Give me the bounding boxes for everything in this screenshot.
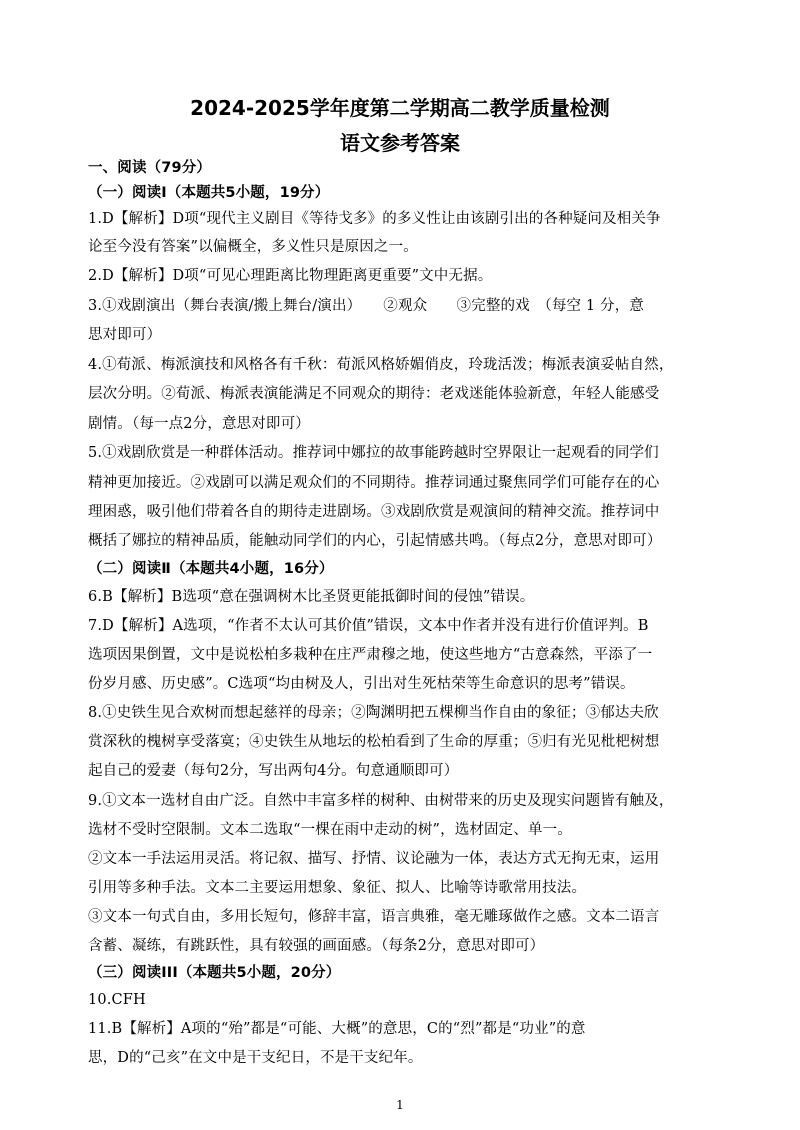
answer-line: 剧情。（每一点2分，意思对即可） bbox=[88, 416, 310, 432]
answer-line: 选材不受时空限制。文本二选取“一棵在雨中走动的树”，选材固定、单一。 bbox=[88, 822, 572, 838]
answer-line: 思对即可） bbox=[88, 327, 162, 343]
answer-line: 论至今没有答案”以偏概全，多义性只是原因之一。 bbox=[88, 239, 418, 255]
answer-line: 11.B【解析】A项的“殆”都是“可能、大概”的意思，C的“烈”都是“功业”的意 bbox=[88, 1021, 586, 1037]
answer-line: 3.①戏剧演出（舞台表演/搬上舞台/演出） ②观众 ③完整的戏 （每空 1 分，意 bbox=[88, 298, 644, 314]
page-number: 1 bbox=[396, 1098, 404, 1112]
answer-line: ②文本一手法运用灵活。将记叙、描写、抒情、议论融为一体，表达方式无拘无束，运用 bbox=[88, 851, 660, 867]
answer-line: 层次分明。②荀派、梅派表演能满足不同观众的期待：老戏迷能体验新意，年轻人能感受 bbox=[88, 386, 660, 402]
answer-line: 起自己的爱妻（每句2分，写出两句4分。句意通顺即可） bbox=[88, 763, 459, 779]
answer-line: 理困惑，吸引他们带着各自的期待走进剧场。③戏剧欣赏是观演间的精神交流。推荐词中 bbox=[88, 504, 660, 520]
subsection-heading: （一）阅读Ⅰ（本题共5小题，19分） bbox=[88, 185, 330, 201]
subsection-heading: （三）阅读III（本题共5小题，20分） bbox=[88, 965, 341, 981]
answer-line: 概括了娜拉的精神品质，能触动同学们的内心，引起情感共鸣。（每点2分，意思对即可） bbox=[88, 533, 662, 549]
answer-line: 含蓄、凝练，有跳跃性，具有较强的画面感。（每条2分，意思对即可） bbox=[88, 938, 545, 954]
answer-line: 引用等多种手法。文本二主要运用想象、象征、拟人、比喻等诗歌常用技法。 bbox=[88, 880, 587, 896]
answer-line: 6.B【解析】B选项“意在强调树木比圣贤更能抵御时间的侵蚀”错误。 bbox=[88, 589, 535, 605]
answer-line: 10.CFH bbox=[88, 992, 146, 1008]
answer-line: 精神更加接近。②戏剧可以满足观众们的不同期待。推荐词通过聚焦同学们可能存在的心 bbox=[88, 475, 660, 491]
subsection-heading: （二）阅读Ⅱ（本题共4小题，16分） bbox=[88, 561, 334, 577]
answer-line: 7.D【解析】A选项，“作者不太认可其价值”错误，文本中作者并没有进行价值评判。B bbox=[88, 618, 649, 634]
answer-line: ③文本一句式自由，多用长短句，修辞丰富，语言典雅，毫无雕琢做作之感。文本二语言 bbox=[88, 909, 660, 925]
answer-line: 赏深秋的槐树享受落寞；④史铁生从地坛的松柏看到了生命的厚重；⑤归有光见枇杷树想 bbox=[88, 734, 660, 750]
answer-line: 思，D的“己亥”在文中是干支纪日，不是干支纪年。 bbox=[88, 1050, 423, 1066]
answer-line: 9.①文本一选材自由广泛。自然中丰富多样的树种、由树带来的历史及现实问题皆有触及， bbox=[88, 793, 674, 809]
document-subtitle: 语文参考答案 bbox=[340, 131, 460, 155]
document-title: 2024-2025学年度第二学期高二教学质量检测 bbox=[190, 96, 610, 120]
answer-line: 1.D【解析】D项“现代主义剧目《等待戈多》的多义性让由该剧引出的各种疑问及相关争 bbox=[88, 211, 661, 227]
answer-line: 份岁月感、历史感”。C选项“均由树及人，引出对生死枯荣等生命意识的思考”错误。 bbox=[88, 676, 635, 692]
answer-line: 2.D【解析】D项“可见心理距离比物理距离更重要”文中无据。 bbox=[88, 268, 493, 284]
answer-line: 5.①戏剧欣赏是一种群体活动。推荐词中娜拉的故事能跨越时空界限让一起观看的同学们 bbox=[88, 445, 659, 461]
answer-line: 4.①荀派、梅派演技和风格各有千秋：荀派风格娇媚俏皮，玲珑活泼；梅派表演妥帖自然， bbox=[88, 357, 674, 373]
answer-line: 8.①史铁生见合欢树而想起慈祥的母亲；②陶渊明把五棵柳当作自由的象征；③郁达夫欣 bbox=[88, 705, 659, 721]
answer-line: 选项因果倒置，文中是说松柏多栽种在庄严肃穆之地，使这些地方“古意森然，平添了一 bbox=[88, 647, 653, 663]
section-heading: 一、阅读（79分） bbox=[88, 160, 212, 176]
